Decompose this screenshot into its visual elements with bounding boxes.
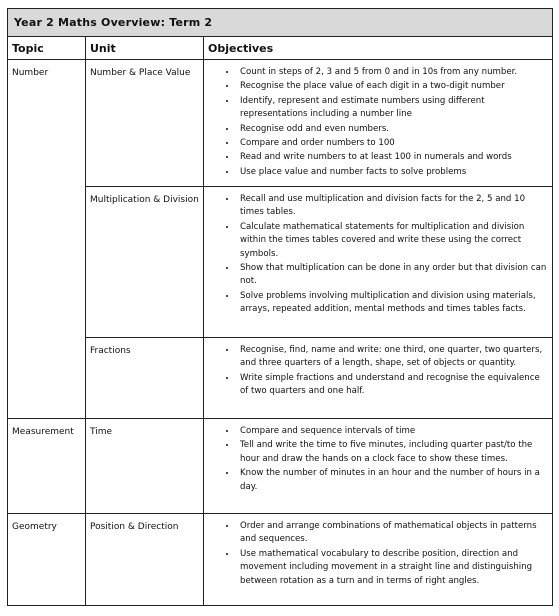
objective-item: • Recognise the place value of each digit in a two-digit number: [237, 79, 548, 93]
table-row: [8, 338, 553, 419]
table-row: [8, 187, 553, 338]
objective-item: • Know the number of minutes in an hour and the number of hours in a day.: [237, 466, 548, 494]
header-row: [8, 37, 553, 60]
table-row: [8, 514, 553, 606]
objective-item: • Recall and use multiplication and division facts for the 2, 5 and 10 times tables.: [237, 192, 548, 220]
unit-header: Unit: [86, 37, 204, 60]
unit-cell: Number & Place Value: [86, 60, 204, 187]
topic-cell: Number: [8, 60, 86, 419]
table-row: [8, 60, 553, 187]
unit-cell: Time: [86, 419, 204, 514]
overview-table: [7, 8, 553, 606]
objective-item: • Compare and sequence intervals of time: [237, 424, 548, 438]
objective-item: • Identify, represent and estimate numbers using different representations including a number line: [237, 94, 548, 122]
objectives-header: Objectives: [204, 37, 553, 60]
unit-cell: Position & Direction: [86, 514, 204, 606]
title-row: [8, 9, 553, 37]
objective-item: • Use mathematical vocabulary to describe position, direction and movement including movement in a straight line and distinguishing between rotation as a turn and in terms of right angles.: [237, 547, 548, 588]
objective-item: • Read and write numbers to at least 100 in numerals and words: [237, 150, 548, 164]
objectives-cell: [204, 187, 553, 338]
objectives-list: [204, 192, 548, 317]
topic-cell: Geometry: [8, 514, 86, 606]
objectives-list: [204, 424, 548, 494]
topic-cell: Measurement: [8, 419, 86, 514]
objective-item: • Recognise odd and even numbers.: [237, 122, 548, 136]
objectives-cell: [204, 419, 553, 514]
objectives-cell: [204, 60, 553, 187]
objective-item: • Calculate mathematical statements for multiplication and division within the times tables covered and write these using the correct symbols.: [237, 220, 548, 261]
objective-item: • Solve problems involving multiplication and division using materials, arrays, repeated addition, mental methods and times tables facts.: [237, 289, 548, 317]
objective-item: • Count in steps of 2, 3 and 5 from 0 and in 10s from any number.: [237, 65, 548, 79]
objectives-cell: [204, 338, 553, 419]
unit-cell: Fractions: [86, 338, 204, 419]
objectives-cell: [204, 514, 553, 606]
objective-item: • Recognise, find, name and write: one third, one quarter, two quarters, and three quarters of a length, shape, set of objects or quantity.: [237, 343, 548, 371]
objective-item: • Order and arrange combinations of mathematical objects in patterns and sequences.: [237, 519, 548, 547]
topic-header: Topic: [8, 37, 86, 60]
objectives-list: [204, 65, 548, 179]
objective-item: • Show that multiplication can be done in any order but that division can not.: [237, 261, 548, 289]
unit-cell: Multiplication & Division: [86, 187, 204, 338]
objective-item: • Tell and write the time to five minutes, including quarter past/to the hour and draw the hands on a clock face to show these times.: [237, 438, 548, 466]
objectives-list: [204, 519, 548, 588]
objectives-list: [204, 343, 548, 399]
table-title: Year 2 Maths Overview: Term 2: [8, 9, 553, 37]
objective-item: • Compare and order numbers to 100: [237, 136, 548, 150]
objective-item: • Write simple fractions and understand and recognise the equivalence of two quarters and one half.: [237, 371, 548, 399]
objective-item: • Use place value and number facts to solve problems: [237, 165, 548, 179]
table-row: [8, 419, 553, 514]
